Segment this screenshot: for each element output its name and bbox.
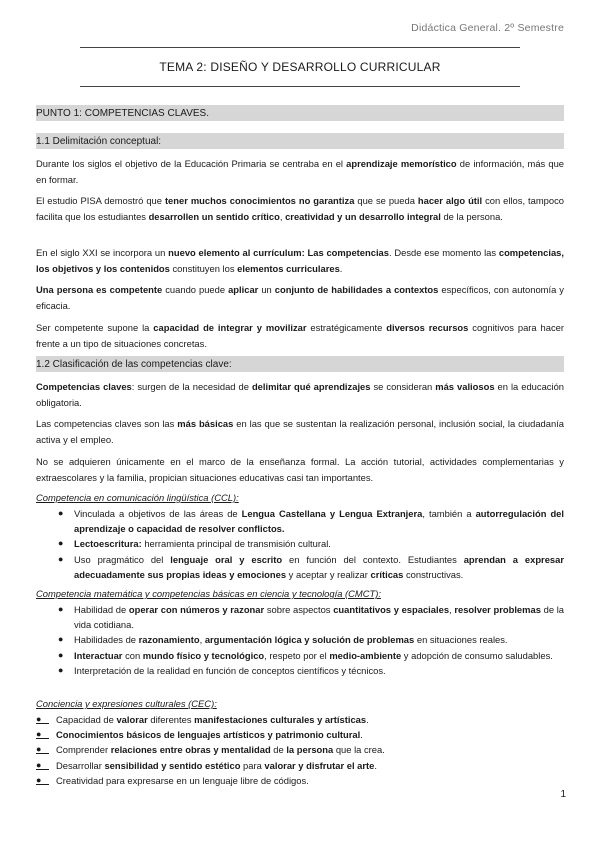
bullet-icon: ●: [58, 553, 64, 564]
bullet-icon: ●: [58, 538, 64, 549]
cec-list: [36, 712, 564, 788]
list-item: ● Desarrollar sensibilidad y sentido estético para valorar y disfrutar el arte.: [36, 758, 564, 773]
section-1-2: 1.2 Clasificación de las competencias clave:: [36, 356, 564, 372]
paragraph: En el siglo XXI se incorpora un nuevo elemento al currículum: Las competencias. Desde ese momento las competencias, los objetivos y los contenidos constituyen los elementos curriculares.: [36, 247, 564, 274]
paragraph: Las competencias claves son las más básicas en las que se sustentan la realización personal, inclusión social, la ciudadanía activa y el empleo.: [36, 418, 564, 445]
section-punto1: PUNTO 1: COMPETENCIAS CLAVES.: [36, 105, 564, 121]
list-item: ● Uso pragmático del lenguaje oral y escrito en función del contexto. Estudiantes aprendan a expresar adecuadamente sus propias ideas y emociones y aceptar y realizar críticas constructivas.: [58, 553, 564, 580]
bullet-icon: ●: [36, 714, 42, 724]
ccl-list: [36, 506, 564, 582]
list-item: ● Comprender relaciones entre obras y mentalidad de la persona que la crea.: [36, 742, 564, 757]
list-item: ● Habilidades de razonamiento, argumentación lógica y solución de problemas en situaciones reales.: [36, 632, 564, 647]
bullet-icon: ●: [58, 634, 64, 645]
subsection-ccl: Competencia en comunicación lingüística (CCL):: [36, 492, 239, 503]
bullet-icon: ●: [36, 774, 42, 785]
subsection-cec: Conciencia y expresiones culturales (CEC):: [36, 698, 217, 709]
section-1-1: 1.1 Delimitación conceptual:: [36, 133, 564, 149]
list-item: ● Conocimientos básicos de lenguajes artísticos y patrimonio cultural.: [36, 727, 564, 742]
bullet-icon: ●: [58, 508, 64, 518]
bullet-icon: ●: [36, 759, 42, 770]
list-item: ● Habilidad de operar con números y razonar sobre aspectos cuantitativos y espaciales, resolver problemas de la vida cotidiana.: [58, 604, 565, 631]
list-item: ● Interactuar con mundo físico y tecnológico, respeto por el medio-ambiente y adopción de consumo saludables.: [36, 648, 564, 663]
bullet-icon: ●: [58, 664, 64, 675]
list-item: ● Interpretación de la realidad en función de conceptos científicos y técnicos.: [36, 663, 564, 678]
cmct-list: [36, 602, 564, 678]
divider: [80, 47, 520, 48]
paragraph: Ser competente supone la capacidad de integrar y movilizar estratégicamente diversos recursos cognitivos para hacer frente a un tipo de situaciones concretas.: [36, 322, 565, 349]
paragraph: Durante los siglos el objetivo de la Educación Primaria se centraba en el aprendizaje memorístico de información, más que en formar.: [36, 158, 564, 185]
paragraph: Una persona es competente cuando puede aplicar un conjunto de habilidades a contextos específicos, con autonomía y eficacia.: [36, 284, 564, 311]
bullet-icon: ●: [36, 744, 42, 755]
paragraph: El estudio PISA demostró que tener muchos conocimientos no garantiza que se pueda hacer algo útil con ellos, tampoco facilita que los estudiantes desarrollen un sentido crítico, creatividad y un desarrollo integral de la persona.: [36, 195, 564, 222]
page-number: 1: [560, 789, 566, 800]
bullet-icon: ●: [58, 604, 64, 614]
paragraph: Competencias claves: surgen de la necesidad de delimitar qué aprendizajes se consideran más valiosos en la educación obligatoria.: [36, 381, 564, 408]
divider: [80, 86, 520, 87]
header-course: Didáctica General. 2º Semestre: [411, 22, 564, 34]
list-item: ● Vinculada a objetivos de las áreas de Lengua Castellana y Lengua Extranjera, también a autorregulación del aprendizaje o capacidad de resolver conflictos.: [58, 508, 564, 535]
bullet-icon: ●: [58, 649, 64, 660]
list-item: ● Lectoescritura: herramienta principal de transmisión cultural.: [36, 536, 564, 551]
list-item: ● Creatividad para expresarse en un lenguaje libre de códigos.: [36, 773, 564, 788]
bullet-icon: ●: [36, 729, 42, 740]
list-item: ● Capacidad de valorar diferentes manifestaciones culturales y artísticas.: [36, 712, 564, 727]
subsection-cmct: Competencia matemática y competencias básicas en ciencia y tecnología (CMCT):: [36, 588, 381, 599]
page-title: TEMA 2: DISEÑO Y DESARROLLO CURRICULAR: [159, 60, 441, 74]
paragraph: No se adquieren únicamente en el marco de la enseñanza formal. La acción tutorial, actividades complementarias y extraescolares y la familia, propician situaciones educativas casi tan importantes.: [36, 456, 564, 483]
